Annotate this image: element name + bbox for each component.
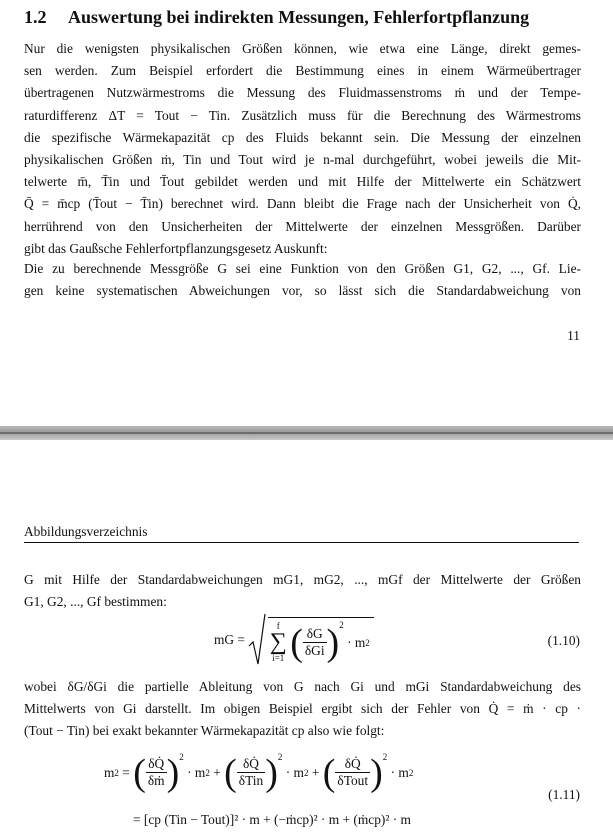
equation-number: (1.10)	[547, 633, 580, 648]
equation-1-10: mG = f ∑ i=1 ( $\frac{\delta G}{\text{δGi}}$ )$^2$ · m2	[214, 612, 374, 668]
paragraph-example	[24, 676, 581, 743]
text-line: G1, G2, ..., Gf bestimmen:	[24, 594, 167, 610]
equation-number: (1.11)	[548, 787, 580, 802]
equation-1-11: m2 = ( $\frac{\delta Q̇}{\text{δṁ}}$ )$^2$ · m2 + ( $\frac{\delta Q̇}{\text{δTin}}$ )$^2$ · m2 + ( $\frac{\delta Q̇}{\text{δTout}}$ )$^2$ · m2	[104, 751, 414, 794]
equation-1-11-line2: = [cp (Tin − Tout)]² · m + (−ṁcp)² · m + (ṁcp)² · m	[133, 812, 411, 827]
text-line: sen werden. Zum Beispiel erfordert die Bestimmung eines in einem Wärmeübertrager	[24, 63, 581, 79]
text-line: Nur die wenigsten physikalischen Größen können, wie etwa eine Länge, direkt gemes-	[24, 41, 581, 56]
text-line: telwerte m̄, T̄in und T̄out gebildet werden und mit Hilfe der Mittelwerte ein Schätzwert	[24, 174, 581, 190]
page-number: 11	[567, 328, 580, 343]
sum-operator: f ∑ i=1	[269, 621, 287, 664]
text-line: übertragenen Nutzwärmestroms die Messung des Fluidmassenstroms ṁ und der Tempe-	[24, 85, 581, 101]
section-heading	[24, 6, 584, 28]
paragraph-function	[24, 258, 581, 302]
text-line: gen keine systematischen Abweichungen vor, so lässt sich die Standardabweichung von	[24, 283, 581, 299]
paragraph-intro	[24, 38, 581, 260]
text-line: (Tout − Tin) bei exakt bekannter Wärmekapazität cp also wie folgt:	[24, 723, 385, 739]
section-number: 1.2	[24, 7, 47, 27]
text-line: Die zu berechnende Messgröße G sei eine Funktion von den Größen G1, G2, ..., Gf. Lie-	[24, 261, 581, 276]
partial-derivative: $\frac{\delta Q̇}{\text{δTin}}$	[238, 756, 264, 789]
text-line: Q̄ = m̄cp (T̄out − T̄in) berechnet wird. Dann bleibt die Frage nach der Unsicherheit von Q̇,	[24, 196, 581, 212]
section-title: Auswertung bei indirekten Messungen, Fehlerfortpflanzung	[68, 7, 530, 27]
text-line: Mittelwerts von Gi darstellt. Im obigen Beispiel ergibt sich der Fehler von Q̇ = ṁ · cp ·	[24, 701, 581, 717]
text-line: gibt das Gaußsche Fehlerfortpflanzungsgesetz Auskunft:	[24, 240, 328, 256]
equation-lhs: mG =	[214, 632, 245, 647]
text-line: wobei δG/δGi die partielle Ableitung von G nach Gi und mGi Standardabweichung des	[24, 679, 581, 694]
running-head-rule	[24, 542, 579, 543]
running-head: Abbildungsverzeichnis	[24, 524, 148, 539]
text-line: G mit Hilfe der Standardabweichungen mG1, mG2, ..., mGf der Mittelwerte der Größen	[24, 572, 581, 587]
text-line: physikalischen Größen ṁ, Tin und Tout wird je n-mal durchgeführt, wobei jeweils die Mit-	[24, 152, 581, 168]
sqrt-sign	[248, 612, 266, 668]
text-line: raturdifferenz ΔT = Tout − Tin. Zusätzlich muss für die Berechnung des Wärmestroms	[24, 107, 581, 123]
equation-lhs: m	[104, 764, 115, 780]
text-line: herrührend von den Unsicherheiten der Mittelwerte der einzelnen Messgrößen. Darüber	[24, 218, 581, 234]
page-separator-line	[0, 432, 613, 434]
partial-derivative: $\frac{\delta Q̇}{\text{δṁ}}$	[147, 756, 165, 789]
partial-derivative: $\frac{\delta G}{\text{δGi}}$	[304, 625, 325, 658]
partial-derivative: $\frac{\delta Q̇}{\text{δTout}}$	[337, 756, 369, 789]
text-line: die spezifische Wärmekapazität cp des Fluids bekannt sein. Die Messung der einzelnen	[24, 129, 581, 145]
paragraph-std-dev	[24, 569, 581, 613]
